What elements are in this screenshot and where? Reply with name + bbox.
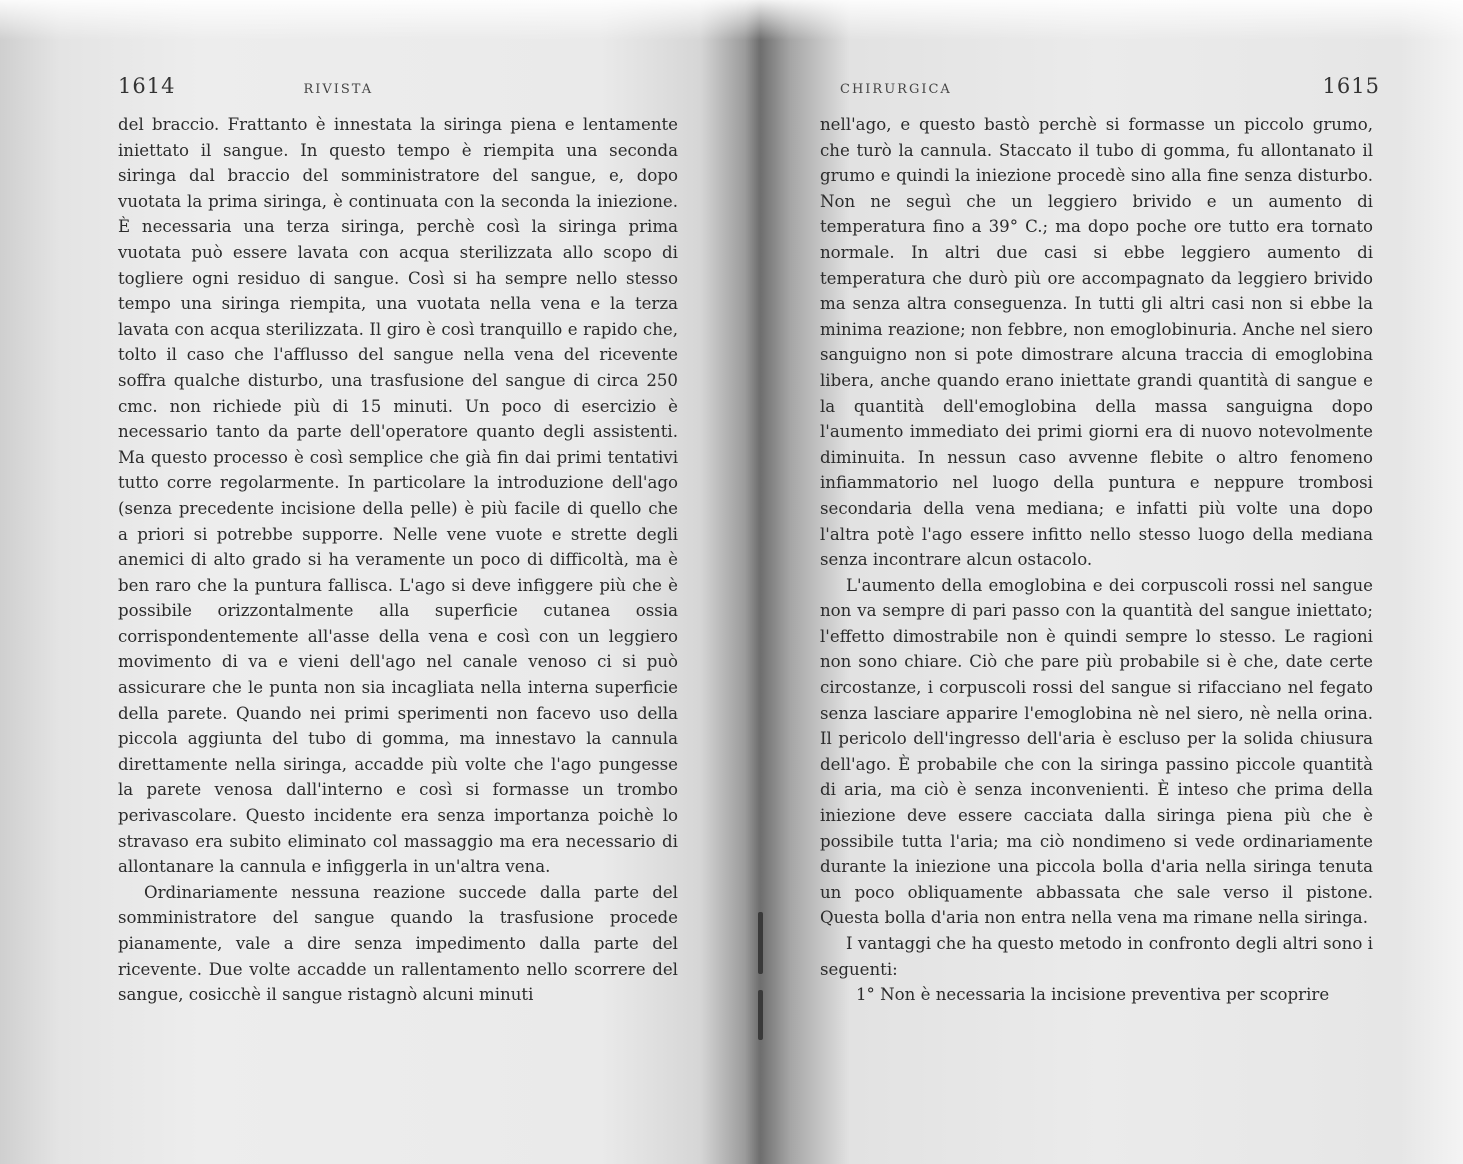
paragraph: Ordinariamente nessuna reazione succede dalla parte del somministratore del sangue quando la trasfusione procede pianamente, vale a dire senza impedimento dalla parte del ricevente. Due volte accadde un rallentamento nello scorrere del sangue, cosicchè il sangue ristagnò alcuni minuti bbox=[118, 882, 678, 1005]
body-text bbox=[820, 112, 1373, 1008]
paragraph: L'aumento della emoglobina e dei corpuscoli rossi nel sangue non va sempre di pari passo con la quantità del sangue iniettato; l'effetto dimostrabile non è quindi sempre lo stesso. Le ragioni non sono chiare. Ciò che pare più probabile si è che, date certe circostanze, i corpuscoli rossi del sangue si rifacciano nel fegato senza lasciare apparire l'emoglobina nè nel siero, nè nella orina. Il pericolo dell'ingresso dell'aria è escluso per la solida chiusura dell'ago. È probabile che con la siringa passino piccole quantità di aria, ma ciò è senza inconvenienti. È inteso che prima della iniezione deve essere cacciata dalla siringa piena più che è possibile tutta l'aria; ma ciò nondimeno si vede ordinariamente durante la iniezione una piccola bolla d'aria nella siringa tenuta un poco obliquamente abbassata che sale verso il pistone. Questa bolla d'aria non entra nella vena ma rimane nella siringa. bbox=[820, 575, 1373, 928]
body-text bbox=[118, 112, 678, 1008]
paragraph: nell'ago, e questo bastò perchè si formasse un piccolo grumo, che turò la cannula. Staccato il tubo di gomma, fu allontanato il grumo e quindi la iniezione procedè sino alla fine senza disturbo. Non ne seguì che un leggiero brivido e un aumento di temperatura fino a 39° C.; ma dopo poche ore tutto era tornato normale. In altri due casi si ebbe leggiero aumento di temperatura che durò più ore accompagnato da leggiero brivido ma senza altra conseguenza. In tutti gli altri casi non si ebbe la minima reazione; non febbre, non emoglobinuria. Anche nel siero sanguigno non si pote dimostrare alcuna traccia di emoglobina libera, anche quando erano iniettate grandi quantità di sangue e la quantità dell'emoglobina della massa sanguigna dopo l'aumento immediato dei primi giorni era di nuovo notevolmente diminuita. In nessun caso avvenne flebite o altro fenomeno infiammatorio nel luogo della puntura e neppure trombosi secondaria della vena mediana; e infatti più volte una dopo l'altra potè l'ago essere infitto nello stesso luogo della mediana senza incontrare alcun ostacolo. bbox=[820, 115, 1373, 570]
running-title: RIVISTA bbox=[303, 82, 374, 97]
running-title: CHIRURGICA bbox=[840, 82, 952, 97]
right-page bbox=[762, 0, 1463, 1164]
paragraph: I vantaggi che ha questo metodo in confronto degli altri sono i seguenti: bbox=[820, 934, 1373, 979]
page-number: 1615 bbox=[1322, 74, 1380, 98]
running-head bbox=[840, 74, 1380, 106]
page-number: 1614 bbox=[118, 74, 176, 98]
list-item: 1° Non è necessaria la incisione preventiva per scoprire bbox=[856, 985, 1330, 1005]
paragraph: del braccio. Frattanto è innestata la siringa piena e lentamente iniettato il sangue. In questo tempo è riempita una seconda siringa dal braccio del somministratore del sangue, e, dopo vuotata la prima siringa, è continuata con la seconda la iniezione. È necessaria una terza siringa, perchè così la siringa prima vuotata può essere lavata con acqua sterilizzata allo scopo di togliere ogni residuo di sangue. Così si ha sempre nello stesso tempo una siringa riempita, una vuotata nella vena e la terza lavata con acqua sterilizzata. Il giro è così tranquillo e rapido che, tolto il caso che l'afflusso del sangue nella vena del ricevente soffra qualche disturbo, una trasfusione del sangue di circa 250 cmc. non richiede più di 15 minuti. Un poco di esercizio è necessario tanto da parte dell'operatore quanto degli assistenti. Ma questo processo è così semplice che già fin dai primi tentativi tutto corre regolarmente. In particolare la introduzione dell'ago (senza precedente incisione della pelle) è più facile di quello che a priori si potrebbe supporre. Nelle vene vuote e strette degli anemici di alto grado si ha veramente un poco di difficoltà, ma è ben raro che la puntura fallisca. L'ago si deve infiggere più che è possibile orizzontalmente alla superficie cutanea ossia corrispondentemente all'asse della vena e così con un leggiero movimento di va e vieni dell'ago nel canale venoso ci si può assicurare che le punta non sia incagliata nella interna superficie della parete. Quando nei primi sperimenti non facevo uso della piccola aggiunta del tubo di gomma, ma innestavo la cannula direttamente nella siringa, accadde più volte che l'ago pungesse la parete venosa dall'interno e così si formasse un trombo perivascolare. Questo incidente era senza importanza poichè lo stravaso era subito eliminato col massaggio ma era necessario di allontanare la cannula e infiggerla in un'altra vena. bbox=[118, 115, 678, 877]
running-head bbox=[118, 74, 678, 106]
